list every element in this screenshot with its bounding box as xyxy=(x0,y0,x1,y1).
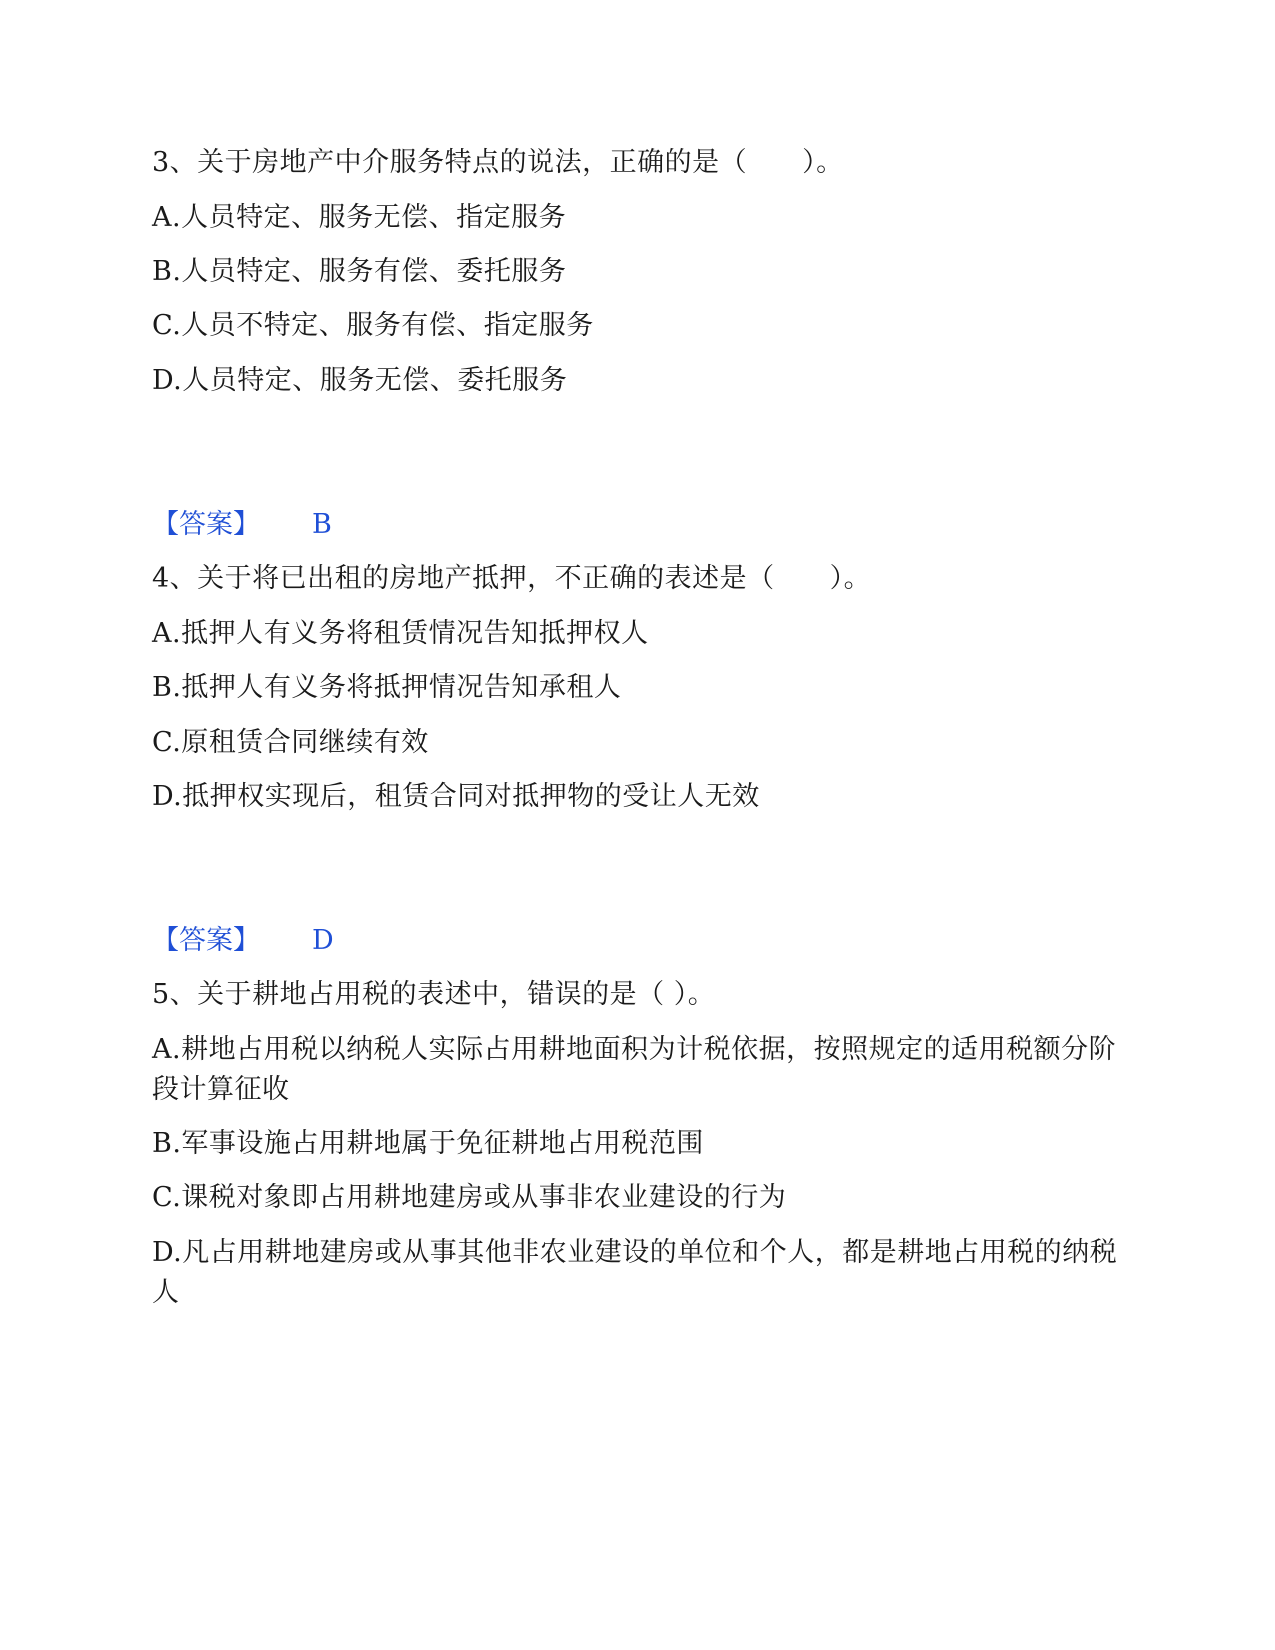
question-3-option-a: A.人员特定、服务无偿、指定服务 xyxy=(152,202,567,233)
question-5-option-d: D.凡占用耕地建房或从事其他非农业建设的单位和个人，都是耕地占用税的纳税人 xyxy=(152,1237,1118,1308)
question-5-option-c: C.课税对象即占用耕地建房或从事非农业建设的行为 xyxy=(152,1182,787,1213)
question-3-answer xyxy=(152,505,332,545)
answer-value: D xyxy=(312,925,334,956)
question-4-answer xyxy=(152,921,334,961)
question-4-stem: 4、关于将已出租的房地产抵押，不正确的表述是（ ）。 xyxy=(152,563,872,594)
question-5-option-a: A.耕地占用税以纳税人实际占用耕地面积为计税依据，按照规定的适用税额分阶段计算征收 xyxy=(152,1034,1117,1105)
question-4-option-c: C.原租赁合同继续有效 xyxy=(152,727,429,758)
question-3-option-b: B.人员特定、服务有偿、委托服务 xyxy=(152,256,567,287)
question-5-stem: 5、关于耕地占用税的表述中，错误的是（ ）。 xyxy=(152,979,716,1010)
question-4-option-a: A.抵押人有义务将租赁情况告知抵押权人 xyxy=(152,618,649,649)
question-3-option-c: C.人员不特定、服务有偿、指定服务 xyxy=(152,310,594,341)
question-3-option-d: D.人员特定、服务无偿、委托服务 xyxy=(152,365,568,396)
answer-label: 【答案】 xyxy=(152,925,260,956)
question-5-option-b: B.军事设施占用耕地属于免征耕地占用税范围 xyxy=(152,1128,704,1159)
question-3-stem: 3、关于房地产中介服务特点的说法，正确的是（ ）。 xyxy=(152,147,844,178)
question-4-option-d: D.抵押权实现后，租赁合同对抵押物的受让人无效 xyxy=(152,781,760,812)
answer-value: B xyxy=(312,509,332,540)
question-4-option-b: B.抵押人有义务将抵押情况告知承租人 xyxy=(152,672,622,703)
answer-label: 【答案】 xyxy=(152,509,260,540)
